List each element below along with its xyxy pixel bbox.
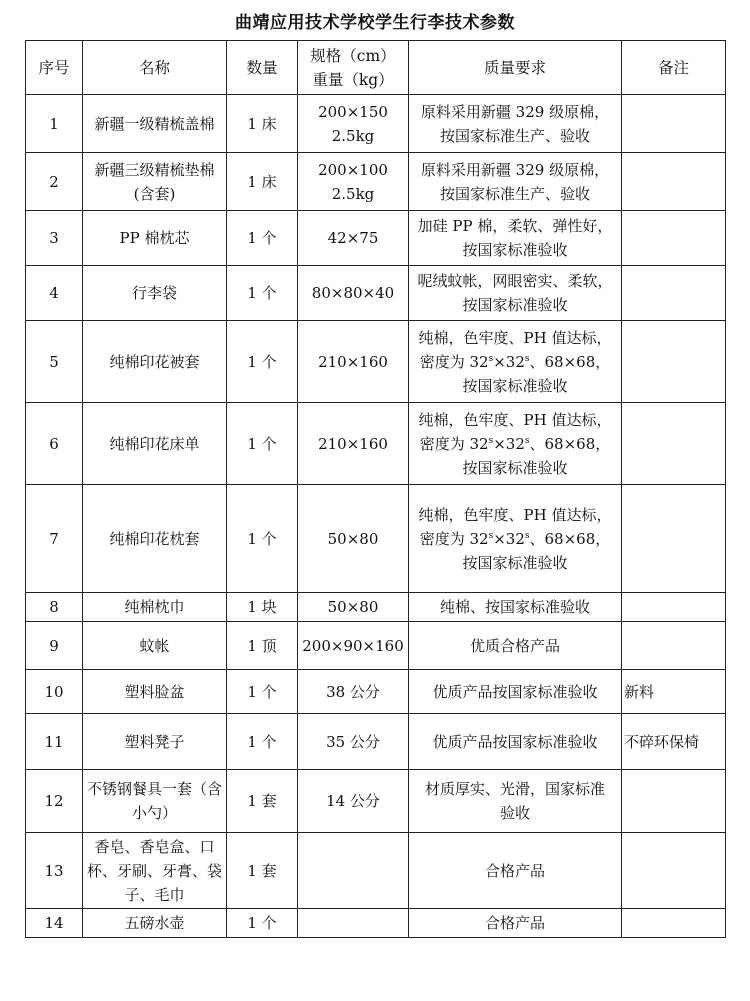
table-body — [26, 95, 726, 938]
quality-line: 纯棉，色牢度、PH 值达标， — [418, 328, 612, 347]
spec-line: 38 公分 — [326, 682, 380, 701]
header-spec-line1: 规格（cm） — [310, 46, 396, 65]
cell-no: 6 — [26, 403, 83, 485]
cell-remark — [622, 909, 726, 938]
cell-qty: 1 顶 — [227, 622, 298, 670]
table-row — [26, 770, 726, 833]
cell-quality — [409, 211, 622, 266]
cell-qty: 1 套 — [227, 833, 298, 909]
table-row — [26, 321, 726, 403]
cell-remark — [622, 770, 726, 833]
cell-remark — [622, 266, 726, 321]
table-row — [26, 909, 726, 938]
cell-name: 塑料脸盆 — [83, 670, 227, 714]
cell-quality — [409, 833, 622, 909]
cell-quality — [409, 266, 622, 321]
cell-quality — [409, 622, 622, 670]
table-row — [26, 266, 726, 321]
cell-remark: 不碎环保椅 — [622, 714, 726, 770]
quality-line: 按国家标准生产、验收 — [439, 126, 590, 145]
cell-name: 纯棉印花被套 — [83, 321, 227, 403]
cell-no: 3 — [26, 211, 83, 266]
cell-name: 纯棉印花床单 — [83, 403, 227, 485]
cell-spec — [298, 321, 409, 403]
quality-line: 按国家标准生产、验收 — [439, 184, 590, 203]
table-row — [26, 593, 726, 622]
cell-name: 纯棉枕巾 — [83, 593, 227, 622]
cell-qty: 1 个 — [227, 670, 298, 714]
quality-line: 优质产品按国家标准验收 — [432, 682, 598, 701]
quality-line: 呢绒蚊帐，网眼密实、柔软， — [417, 272, 613, 290]
cell-spec — [298, 909, 409, 938]
cell-spec — [298, 593, 409, 622]
cell-spec — [298, 670, 409, 714]
cell-quality — [409, 670, 622, 714]
cell-no: 14 — [26, 909, 83, 938]
spec-line: 14 公分 — [326, 792, 380, 810]
spec-line: 80×80×40 — [311, 284, 395, 302]
header-no: 序号 — [26, 41, 83, 95]
cell-spec — [298, 153, 409, 211]
cell-qty: 1 套 — [227, 770, 298, 833]
quality-line: 纯棉、按国家标准验收 — [439, 598, 590, 616]
cell-remark — [622, 95, 726, 153]
cell-name: 蚊帐 — [83, 622, 227, 670]
table-row — [26, 403, 726, 485]
table-row — [26, 833, 726, 909]
spec-line: 42×75 — [327, 229, 379, 247]
cell-quality — [409, 485, 622, 593]
quality-line: 纯棉，色牢度、PH 值达标， — [418, 505, 612, 524]
cell-remark — [622, 833, 726, 909]
header-remark: 备注 — [622, 41, 726, 95]
cell-name: 塑料凳子 — [83, 714, 227, 770]
cell-remark — [622, 321, 726, 403]
header-name: 名称 — [83, 41, 227, 95]
quality-line: 密度为 $32^s\times 32^s$、68×68， — [419, 529, 611, 548]
cell-qty: 1 个 — [227, 485, 298, 593]
quality-line: 优质产品按国家标准验收 — [432, 732, 598, 751]
cell-qty: 1 个 — [227, 211, 298, 266]
cell-quality — [409, 403, 622, 485]
cell-qty: 1 块 — [227, 593, 298, 622]
cell-no: 9 — [26, 622, 83, 670]
quality-line: 优质合格产品 — [469, 636, 560, 655]
table-row — [26, 95, 726, 153]
quality-line: 按国家标准验收 — [462, 241, 568, 259]
cell-no: 11 — [26, 714, 83, 770]
quality-line: 按国家标准验收 — [462, 296, 568, 314]
cell-remark — [622, 211, 726, 266]
cell-name: 不锈钢餐具一套（含小勺） — [83, 770, 227, 833]
spec-line: 2.5kg — [331, 184, 375, 203]
cell-no: 12 — [26, 770, 83, 833]
quality-line: 材质厚实、光滑，国家标准 — [424, 780, 605, 798]
cell-quality — [409, 95, 622, 153]
cell-qty: 1 床 — [227, 153, 298, 211]
cell-qty: 1 个 — [227, 321, 298, 403]
cell-no: 4 — [26, 266, 83, 321]
cell-name: 新疆一级精梳盖棉 — [83, 95, 227, 153]
spec-line: 35 公分 — [326, 732, 380, 751]
cell-name: 五磅水壶 — [83, 909, 227, 938]
table-row — [26, 670, 726, 714]
cell-no: 2 — [26, 153, 83, 211]
cell-spec — [298, 211, 409, 266]
cell-name: PP 棉枕芯 — [83, 211, 227, 266]
cell-spec — [298, 403, 409, 485]
quality-line: 合格产品 — [484, 861, 545, 880]
cell-remark — [622, 593, 726, 622]
document-title: 曲靖应用技术学校学生行李技术参数 — [235, 13, 515, 33]
quality-line: 原料采用新疆 329 级原棉， — [420, 102, 610, 121]
spec-line: 2.5kg — [331, 126, 375, 145]
cell-no: 7 — [26, 485, 83, 593]
spec-line: 200×90×160 — [302, 636, 404, 655]
spec-line: 50×80 — [327, 529, 379, 548]
quality-line: 按国家标准验收 — [462, 458, 568, 477]
cell-name: 纯棉印花枕套 — [83, 485, 227, 593]
table-row — [26, 211, 726, 266]
cell-qty: 1 个 — [227, 403, 298, 485]
table-row — [26, 153, 726, 211]
quality-line: 加硅 PP 棉，柔软、弹性好， — [417, 217, 613, 235]
quality-line: 密度为 $32^s\times 32^s$、68×68， — [419, 352, 611, 371]
spec-line: 200×100 — [318, 160, 388, 179]
cell-spec — [298, 266, 409, 321]
cell-remark — [622, 153, 726, 211]
cell-no: 10 — [26, 670, 83, 714]
cell-name: 新疆三级精梳垫棉(含套) — [83, 153, 227, 211]
cell-name: 行李袋 — [83, 266, 227, 321]
cell-quality — [409, 770, 622, 833]
cell-spec — [298, 622, 409, 670]
quality-line: 原料采用新疆 329 级原棉， — [420, 160, 610, 179]
quality-line: 验收 — [499, 804, 530, 822]
cell-quality — [409, 593, 622, 622]
header-quality: 质量要求 — [409, 41, 622, 95]
cell-remark — [622, 403, 726, 485]
quality-line: 按国家标准验收 — [462, 376, 568, 395]
cell-qty: 1 床 — [227, 95, 298, 153]
cell-quality — [409, 714, 622, 770]
cell-quality — [409, 153, 622, 211]
quality-line: 按国家标准验收 — [462, 553, 568, 572]
cell-spec — [298, 485, 409, 593]
cell-no: 8 — [26, 593, 83, 622]
luggage-spec-table — [25, 40, 726, 938]
table-row — [26, 622, 726, 670]
header-row — [26, 41, 726, 95]
cell-no: 5 — [26, 321, 83, 403]
spec-line: 210×160 — [318, 352, 388, 371]
spec-line: 210×160 — [318, 434, 388, 453]
cell-remark: 新料 — [622, 670, 726, 714]
spec-line: 50×80 — [327, 598, 379, 616]
header-spec — [298, 41, 409, 95]
cell-remark — [622, 622, 726, 670]
table-row — [26, 714, 726, 770]
spec-line: 200×150 — [318, 102, 388, 121]
cell-spec — [298, 770, 409, 833]
cell-name: 香皂、香皂盒、口杯、牙刷、牙膏、袋子、毛巾 — [83, 833, 227, 909]
cell-qty: 1 个 — [227, 266, 298, 321]
cell-spec — [298, 833, 409, 909]
cell-no: 1 — [26, 95, 83, 153]
cell-spec — [298, 714, 409, 770]
header-spec-line2: 重量（kg） — [312, 70, 394, 89]
quality-line: 纯棉，色牢度、PH 值达标， — [418, 410, 612, 429]
cell-qty: 1 个 — [227, 714, 298, 770]
quality-line: 合格产品 — [484, 914, 545, 932]
cell-quality — [409, 321, 622, 403]
cell-quality — [409, 909, 622, 938]
cell-qty: 1 个 — [227, 909, 298, 938]
cell-no: 13 — [26, 833, 83, 909]
cell-spec — [298, 95, 409, 153]
quality-line: 密度为 $32^s\times 32^s$、68×68， — [419, 434, 611, 453]
cell-remark — [622, 485, 726, 593]
header-qty: 数量 — [227, 41, 298, 95]
table-row — [26, 485, 726, 593]
